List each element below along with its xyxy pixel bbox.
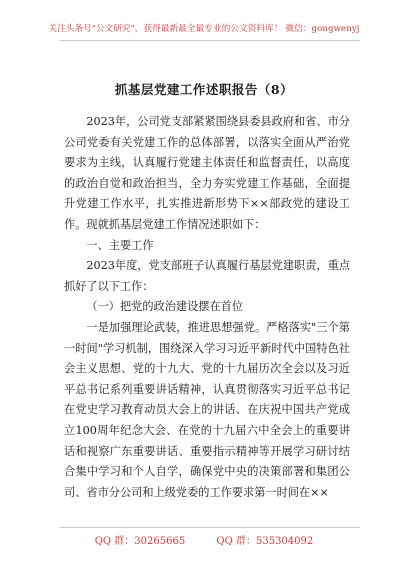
section-heading: 一、主要工作 xyxy=(86,238,154,252)
paragraph: 2023年，公司党支部紧紧围绕县委县政府和省、市分公司党委有关党建工作的总体部署，以落实全面从严治党要求为主线，认真履行党建主体责任和监督责任，以高度的政治自觉和政治担当，全力夯实党建工作基础，全面提升党建工作水平，扎实推进新形势下××部政党的建设工作。现就抓基层党建工作情况述职如下： xyxy=(64,115,350,231)
document-title: 抓基层党建工作述职报告（8） xyxy=(114,82,294,97)
footer-qq-group-2: QQ 群：535304092 xyxy=(216,536,314,547)
header-note: 关注头条号"公文研究"，获得最新最全最专业的公文资料库！ 微信：gongwenyj xyxy=(48,24,360,34)
subsection-heading: （一）把党的政治建设摆在首位 xyxy=(86,300,244,314)
footer-divider xyxy=(60,527,360,528)
footer-qq-group-1: QQ 群：30265665 xyxy=(94,536,186,547)
paragraph: 一是加强理论武装，推进思想强党。严格落实"三个第一时间"学习机制，围绕深入学习习近平新时代中国特色社会主义思想、党的十九大、党的十九届历次全会以及习近平总书记系列重要讲话精神，认真贯彻落实习近平总书记在党史学习教育动员大会上的讲话、在庆祝中国共产党成立100周年纪念大会、在党的十九届六中全会上的重要讲话和视察广东重要讲话、重要指示精神等开展学习研讨结合集中学习和个人自学，确保党中央的决策部署和集团公司、省市分公司和上级党委的工作要求第一时间在×× xyxy=(64,320,350,499)
header-divider xyxy=(60,40,360,41)
paragraph: 2023年度，党支部班子认真履行基层党建职责，重点抓好了以下工作： xyxy=(64,259,350,293)
footer-contacts xyxy=(0,532,408,547)
document-body xyxy=(64,112,350,503)
